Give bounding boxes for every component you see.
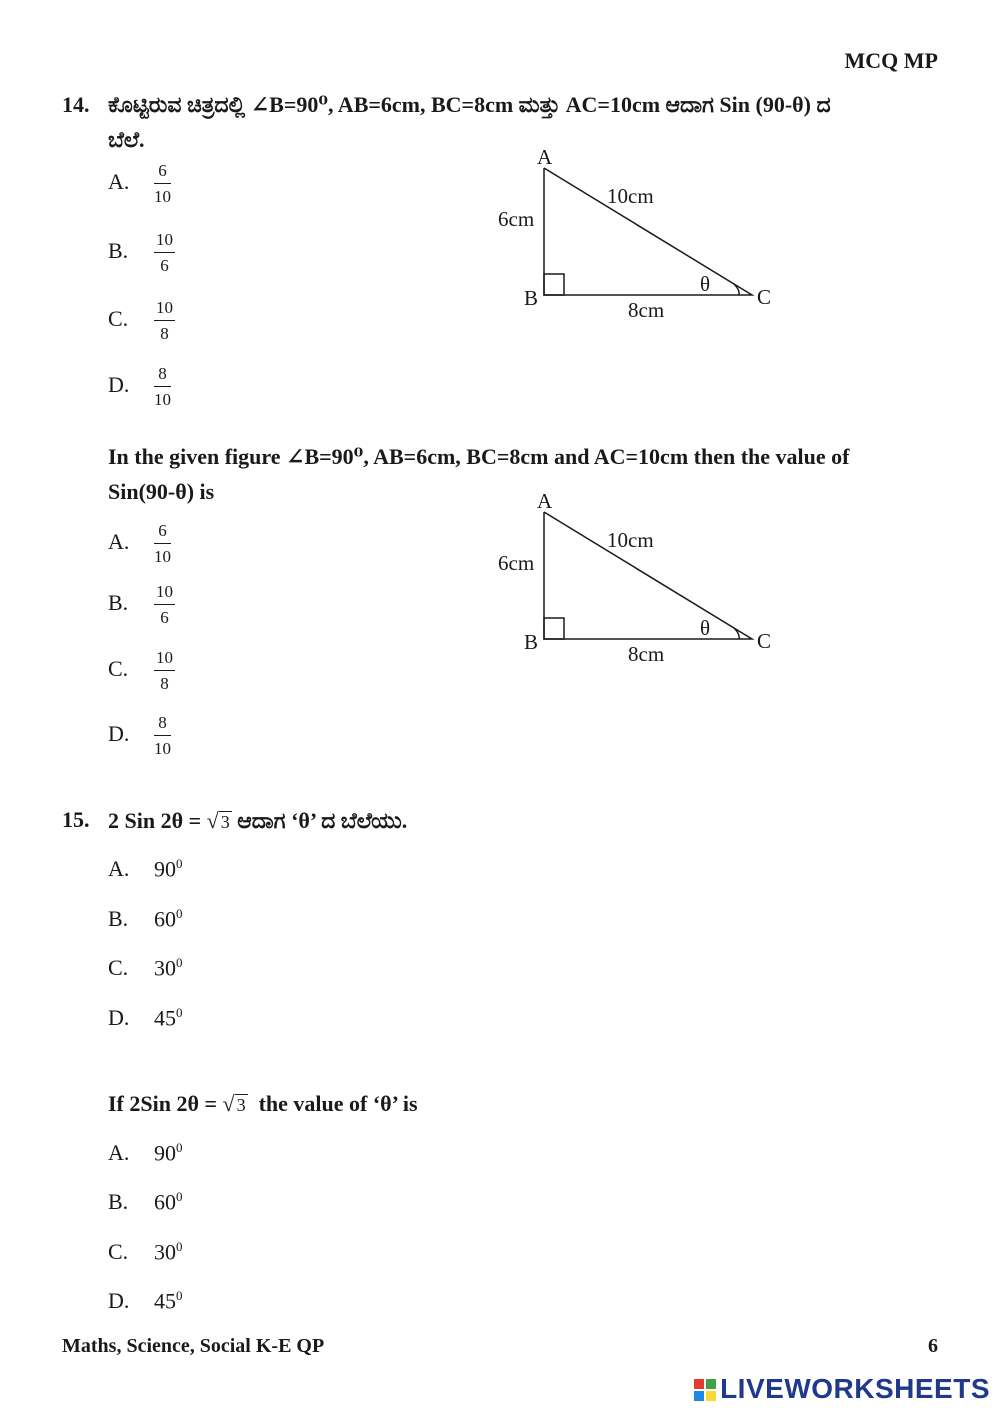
vertex-b-label: B	[524, 286, 539, 310]
side-ab-label: 6cm	[498, 551, 535, 575]
question-15-option-b[interactable]: B. $60^0$	[108, 906, 183, 932]
header-title: MCQ MP	[844, 48, 938, 73]
triangle-figure-english	[490, 484, 790, 669]
liveworksheets-logo[interactable]	[694, 1373, 990, 1405]
question-15-english-option-b[interactable]: B. $60^0$	[108, 1189, 183, 1215]
vertex-b-label: B	[524, 630, 539, 654]
fraction: $\frac{10}{6}$	[156, 582, 173, 627]
question-14-kannada-line2: ಬೆಲೆ.	[108, 127, 145, 152]
right-angle-mark	[544, 274, 564, 295]
question-14-english-option-c[interactable]: C. $\frac{10}{8}$	[108, 648, 173, 693]
vertex-c-label: C	[757, 629, 772, 653]
question-15-english-text: If 2Sin 2θ = √ 3 the value of ‘θ’ is	[108, 1086, 418, 1123]
side-ac-label: 10cm	[607, 184, 654, 208]
vertex-a-label: A	[537, 145, 553, 169]
sqrt-symbol: √ 3	[206, 808, 230, 833]
angle-theta-label: θ	[700, 272, 711, 296]
triangle-figure-kannada	[490, 140, 790, 325]
question-15-option-d[interactable]: D. $45^0$	[108, 1005, 183, 1031]
side-ab-label: 6cm	[498, 207, 535, 231]
question-14-english-option-a[interactable]: A. $\frac{6}{10}$	[108, 521, 171, 566]
liveworksheets-logo-text: LIVEWORKSHEETS	[720, 1373, 990, 1404]
question-15-number: 15.	[62, 807, 90, 832]
question-14-kannada-line1: ಕೊಟ್ಟಿರುವ ಚಿತ್ರದಲ್ಲಿ ∠B=90⁰, AB=6cm, BC=8cm ಮತ್ತು AC=10cm ಆದಾಗ Sin (90-θ) ದ	[108, 92, 831, 117]
question-14-english-option-b[interactable]: B. $\frac{10}{6}$	[108, 582, 173, 627]
question-14-option-c[interactable]: C. $\frac{10}{8}$	[108, 298, 173, 343]
fraction: $\frac{10}{8}$	[156, 648, 173, 693]
fraction: $\frac{6}{10}$	[154, 521, 171, 566]
fraction: $\frac{6}{10}$	[154, 161, 171, 206]
question-15-english-option-a[interactable]: A. $90^0$	[108, 1140, 183, 1166]
question-15-english-option-c[interactable]: C. $30^0$	[108, 1239, 183, 1265]
vertex-a-label: A	[537, 489, 553, 513]
fraction: $\frac{8}{10}$	[154, 713, 171, 758]
fraction: $\frac{10}{8}$	[156, 298, 173, 343]
question-14-option-d[interactable]: D. $\frac{8}{10}$	[108, 364, 171, 409]
question-15-option-c[interactable]: C. $30^0$	[108, 955, 183, 981]
question-15-option-a[interactable]: A. $90^0$	[108, 856, 183, 882]
side-bc-label: 8cm	[628, 298, 665, 322]
fraction: $\frac{10}{6}$	[156, 230, 173, 275]
question-15-english-option-d[interactable]: D. $45^0$	[108, 1288, 183, 1314]
question-14-english-line1: In the given figure ∠B=90⁰, AB=6cm, BC=8cm and AC=10cm then the value of	[108, 444, 850, 469]
side-ac-label: 10cm	[607, 528, 654, 552]
sqrt-symbol: √ 3	[222, 1091, 246, 1116]
question-14-option-b[interactable]: B. $\frac{10}{6}$	[108, 230, 173, 275]
question-14-option-a[interactable]: A. $\frac{6}{10}$	[108, 161, 171, 206]
footer-subject: Maths, Science, Social K-E QP	[62, 1335, 325, 1357]
page-number: 6	[928, 1335, 938, 1357]
side-bc-label: 8cm	[628, 642, 665, 666]
liveworksheets-logo-icon	[694, 1379, 716, 1403]
angle-theta-label: θ	[700, 616, 711, 640]
question-15-kannada-text: 2 Sin 2θ = √ 3 ಆದಾಗ ‘θ’ ದ ಬೆಲೆಯು.	[108, 803, 407, 840]
fraction: $\frac{8}{10}$	[154, 364, 171, 409]
question-14-number: 14.	[62, 92, 90, 117]
right-angle-mark	[544, 618, 564, 639]
vertex-c-label: C	[757, 285, 772, 309]
question-14-english-option-d[interactable]: D. $\frac{8}{10}$	[108, 713, 171, 758]
question-14-english-line2: Sin(90-θ) is	[108, 479, 215, 504]
